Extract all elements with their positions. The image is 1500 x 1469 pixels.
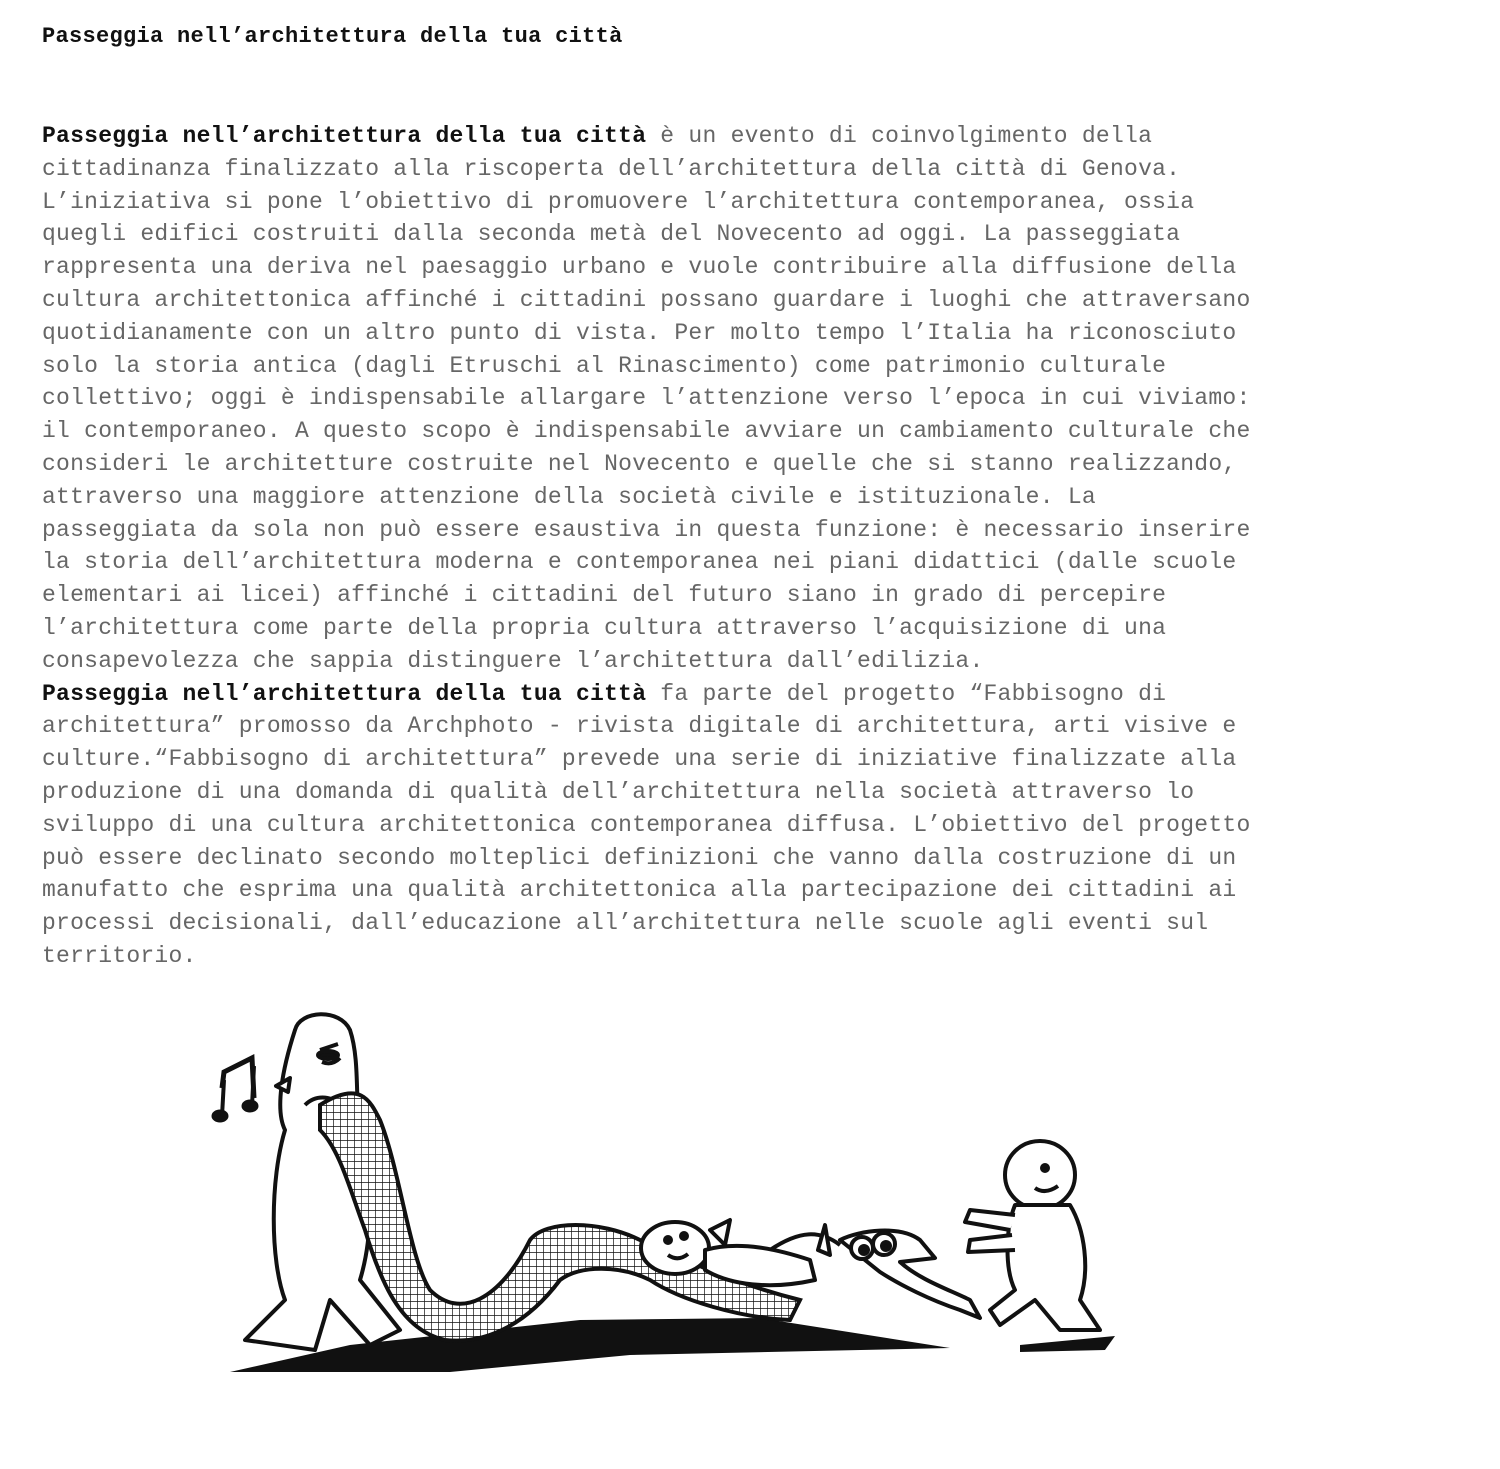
paragraph-2-line: architettura” promosso da Archphoto - rivista digitale di architettura, arti visive e xyxy=(42,713,1237,740)
paragraph-2-line: culture.“Fabbisogno di architettura” prevede una serie di iniziative finalizzate alla xyxy=(42,746,1237,773)
paragraph-1-line: cittadinanza finalizzato alla riscoperta dell’architettura della città di Genova. xyxy=(42,155,1181,182)
paragraph-1-line: quotidianamente con un altro punto di vista. Per molto tempo l’Italia ha riconosciuto xyxy=(42,319,1237,346)
paragraph-1-line: solo la storia antica (dagli Etruschi al Rinascimento) come patrimonio culturale xyxy=(42,352,1167,379)
child-character xyxy=(965,1141,1100,1330)
paragraph-2-bold-title: Passeggia nell’architettura della tua città xyxy=(42,680,647,707)
article-body xyxy=(42,120,1472,973)
cartoon-characters-with-building-ribbon-icon xyxy=(200,1000,1140,1400)
paragraph-2-line: territorio. xyxy=(42,942,197,969)
ribbon-creature-head xyxy=(840,1231,980,1318)
paragraph-1-line-text: è un evento di coinvolgimento della xyxy=(646,123,1153,149)
building-ribbon xyxy=(320,1093,800,1340)
paragraph-1-line: quegli edifici costruiti dalla seconda metà del Novecento ad oggi. La passeggiata xyxy=(42,221,1181,248)
paragraph-2-line-text: fa parte del progetto “Fabbisogno di xyxy=(646,680,1167,707)
paragraph-1-line: cultura architettonica affinché i cittadini possano guardare i luoghi che attraversano xyxy=(42,286,1251,313)
paragraph-1-line: l’architettura come parte della propria cultura attraverso l’acquisizione di una xyxy=(42,614,1167,641)
paragraph-2-line: produzione di una domanda di qualità dell’architettura nella società attraverso lo xyxy=(42,778,1195,805)
paragraph-2-line: può essere declinato secondo molteplici definizioni che vanno dalla costruzione di un xyxy=(42,844,1237,871)
ground-shadow xyxy=(1020,1336,1115,1352)
paragraph-1-line: rappresenta una deriva nel paesaggio urbano e vuole contribuire alla diffusione della xyxy=(42,254,1237,281)
paragraph-1-line: consapevolezza che sappia distinguere l’architettura dall’edilizia. xyxy=(42,647,984,674)
paragraph-2-line: processi decisionali, dall’educazione all’architettura nelle scuole agli eventi sul xyxy=(42,910,1209,937)
paragraph-1-line: consideri le architetture costruite nel Novecento e quelle che si stanno realizzando, xyxy=(42,450,1237,477)
ground-shadow xyxy=(230,1318,950,1372)
music-note-icon xyxy=(212,1058,258,1122)
page-title: Passeggia nell’architettura della tua città xyxy=(42,24,623,49)
paragraph-2-line: sviluppo di una cultura architettonica contemporanea diffusa. L’obiettivo del progetto xyxy=(42,811,1251,838)
paragraph-1-line: passeggiata da sola non può essere esaustiva in questa funzione: è necessario inserire xyxy=(42,516,1251,543)
paragraph-1-bold-title: Passeggia nell’architettura della tua città xyxy=(42,123,647,149)
paragraph-1-line: il contemporaneo. A questo scopo è indispensabile avviare un cambiamento culturale che xyxy=(42,418,1251,445)
paragraph-1-line: elementari ai licei) affinché i cittadini del futuro siano in grado di percepire xyxy=(42,582,1167,609)
paragraph-1-line xyxy=(42,120,1472,153)
paragraph-2-line xyxy=(42,678,1472,711)
paragraph-1-line: collettivo; oggi è indispensabile allargare l’attenzione verso l’epoca in cui viviamo: xyxy=(42,385,1251,412)
paragraph-1-line: L’iniziativa si pone l’obiettivo di promuovere l’architettura contemporanea, ossia xyxy=(42,188,1195,215)
paragraph-1-line: attraverso una maggiore attenzione della società civile e istituzionale. La xyxy=(42,483,1096,510)
reclining-character xyxy=(641,1220,840,1285)
paragraph-2-line: manufatto che esprima una qualità architettonica alla partecipazione dei cittadini ai xyxy=(42,877,1237,904)
paragraph-1-line: la storia dell’architettura moderna e contemporanea nei piani didattici (dalle scuole xyxy=(42,549,1237,576)
